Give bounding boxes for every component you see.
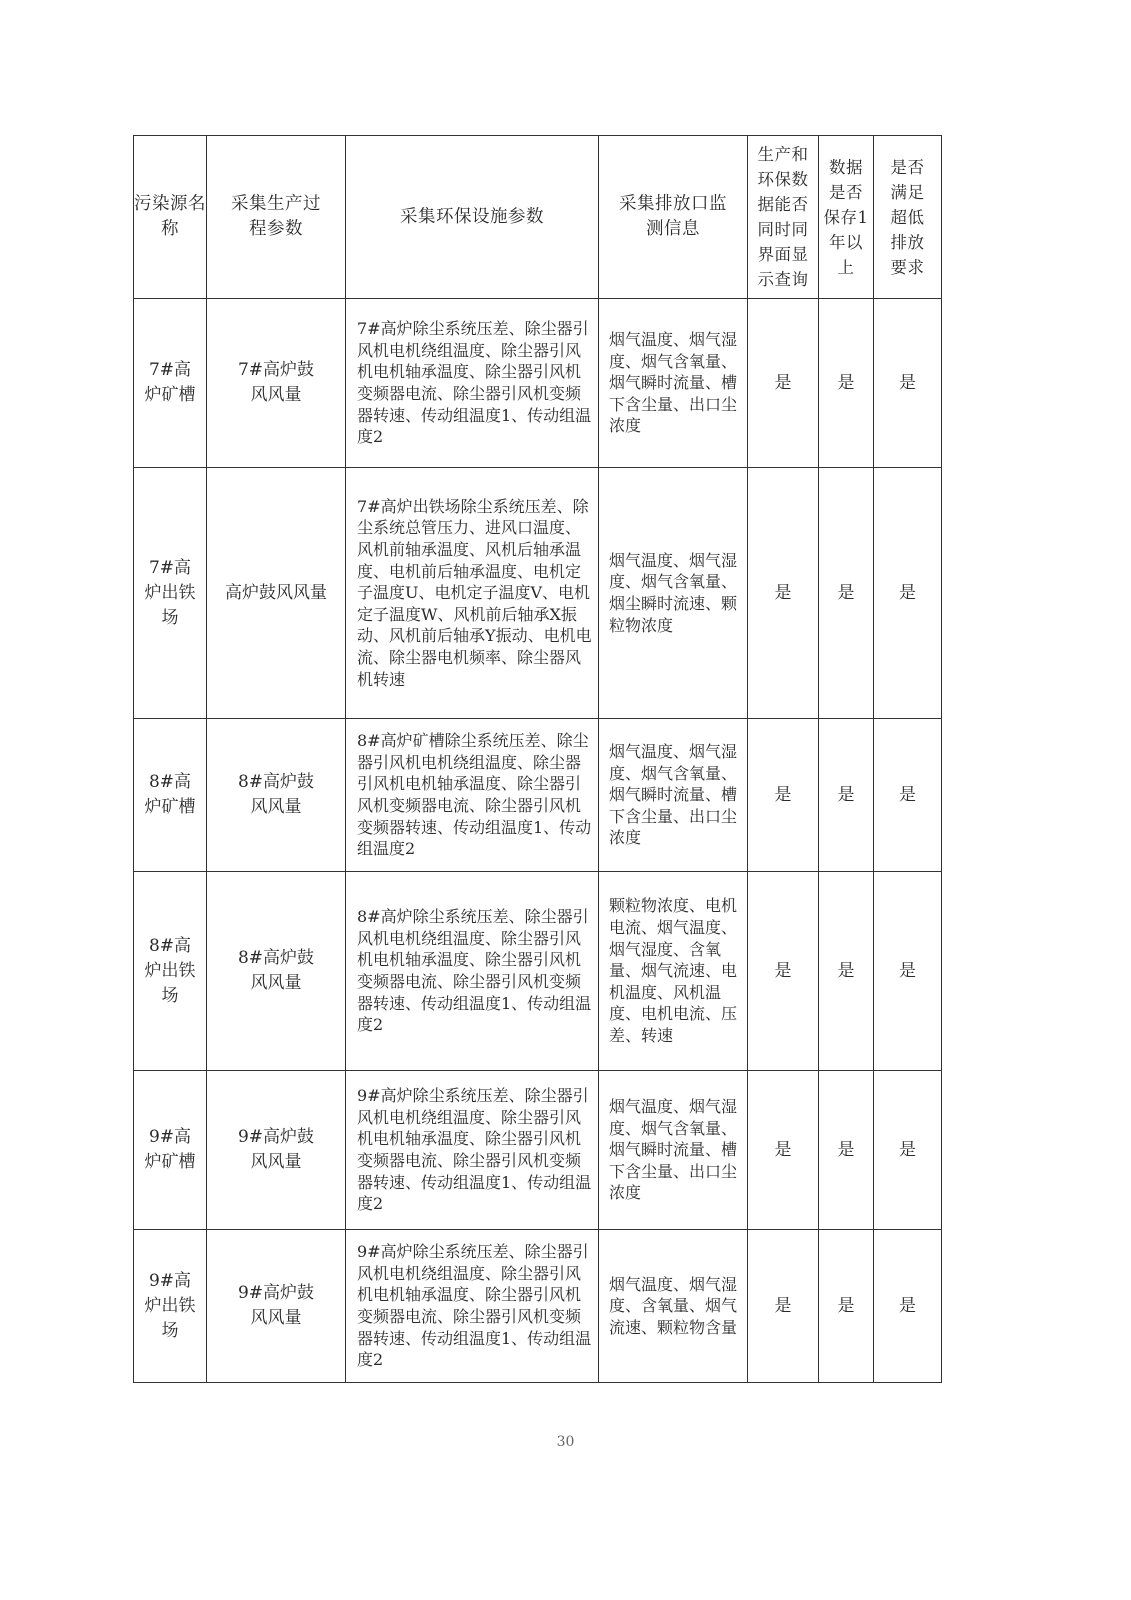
header-row	[134, 136, 942, 299]
env-params-cell: 7#高炉出铁场除尘系统压差、除尘系统总管压力、进风口温度、风机前轴承温度、风机后轴承温度、电机前后轴承温度、电机定子温度U、电机定子温度V、电机定子温度W、风机前后轴承X振动、风机前后轴承Y振动、电机电流、除尘器电机频率、除尘器风机转速	[346, 468, 599, 719]
source-name-cell: 9#高炉出铁场	[134, 1230, 207, 1383]
env-params-cell: 8#高炉除尘系统压差、除尘器引风机电机绕组温度、除尘器引风机电机轴承温度、除尘器引风机变频器电流、除尘器引风机变频器转速、传动组温度1、传动组温度2	[346, 872, 599, 1071]
env-params-cell: 9#高炉除尘系统压差、除尘器引风机电机绕组温度、除尘器引风机电机轴承温度、除尘器引风机变频器电流、除尘器引风机变频器转速、传动组温度1、传动组温度2	[346, 1230, 599, 1383]
header-data-saved-1yr: 数据是否保存1年以上	[819, 136, 874, 299]
production-params-cell: 9#高炉鼓风风量	[207, 1071, 346, 1230]
production-params-cell: 8#高炉鼓风风量	[207, 872, 346, 1071]
header-same-ui-query: 生产和环保数据能否同时同界面显示查询	[748, 136, 819, 299]
same-ui-query-cell: 是	[748, 719, 819, 872]
production-params-cell: 8#高炉鼓风风量	[207, 719, 346, 872]
data-saved-cell: 是	[819, 1071, 874, 1230]
same-ui-query-cell: 是	[748, 299, 819, 468]
ultra-low-cell: 是	[874, 719, 942, 872]
monitoring-parameters-table	[133, 135, 942, 1383]
header-production-params: 采集生产过程参数	[207, 136, 346, 299]
data-saved-cell: 是	[819, 872, 874, 1071]
source-name-cell: 8#高炉矿槽	[134, 719, 207, 872]
table-header	[134, 136, 942, 299]
ultra-low-cell: 是	[874, 299, 942, 468]
table-body	[134, 299, 942, 1383]
table-row	[134, 468, 942, 719]
table-row	[134, 719, 942, 872]
data-saved-cell: 是	[819, 1230, 874, 1383]
outlet-monitoring-cell: 烟气温度、烟气湿度、含氧量、烟气流速、颗粒物含量	[599, 1230, 748, 1383]
table-row	[134, 1230, 942, 1383]
page-number: 30	[556, 1434, 575, 1450]
source-name-cell: 8#高炉出铁场	[134, 872, 207, 1071]
header-source-name: 污染源名称	[134, 136, 207, 299]
env-params-cell: 7#高炉除尘系统压差、除尘器引风机电机绕组温度、除尘器引风机电机轴承温度、除尘器引风机变频器电流、除尘器引风机变频器转速、传动组温度1、传动组温度2	[346, 299, 599, 468]
production-params-cell: 9#高炉鼓风风量	[207, 1230, 346, 1383]
ultra-low-cell: 是	[874, 1071, 942, 1230]
data-saved-cell: 是	[819, 299, 874, 468]
env-params-cell: 9#高炉除尘系统压差、除尘器引风机电机绕组温度、除尘器引风机电机轴承温度、除尘器引风机变频器电流、除尘器引风机变频器转速、传动组温度1、传动组温度2	[346, 1071, 599, 1230]
outlet-monitoring-cell: 烟气温度、烟气湿度、烟气含氧量、烟气瞬时流量、槽下含尘量、出口尘浓度	[599, 1071, 748, 1230]
outlet-monitoring-cell: 烟气温度、烟气湿度、烟气含氧量、烟尘瞬时流速、颗粒物浓度	[599, 468, 748, 719]
same-ui-query-cell: 是	[748, 1071, 819, 1230]
ultra-low-cell: 是	[874, 872, 942, 1071]
header-env-facility-params: 采集环保设施参数	[346, 136, 599, 299]
outlet-monitoring-cell: 烟气温度、烟气湿度、烟气含氧量、烟气瞬时流量、槽下含尘量、出口尘浓度	[599, 299, 748, 468]
data-saved-cell: 是	[819, 719, 874, 872]
source-name-cell: 7#高炉出铁场	[134, 468, 207, 719]
production-params-cell: 高炉鼓风风量	[207, 468, 346, 719]
outlet-monitoring-cell: 颗粒物浓度、电机电流、烟气温度、烟气湿度、含氧量、烟气流速、电机温度、风机温度、电机电流、压差、转速	[599, 872, 748, 1071]
source-name-cell: 9#高炉矿槽	[134, 1071, 207, 1230]
same-ui-query-cell: 是	[748, 1230, 819, 1383]
same-ui-query-cell: 是	[748, 468, 819, 719]
same-ui-query-cell: 是	[748, 872, 819, 1071]
ultra-low-cell: 是	[874, 1230, 942, 1383]
header-ultra-low-emission: 是否满足超低排放要求	[874, 136, 942, 299]
source-name-cell: 7#高炉矿槽	[134, 299, 207, 468]
env-params-cell: 8#高炉矿槽除尘系统压差、除尘器引风机电机绕组温度、除尘器引风机电机轴承温度、除尘器引风机变频器电流、除尘器引风机变频器转速、传动组温度1、传动组温度2	[346, 719, 599, 872]
outlet-monitoring-cell: 烟气温度、烟气湿度、烟气含氧量、烟气瞬时流量、槽下含尘量、出口尘浓度	[599, 719, 748, 872]
table-row	[134, 1071, 942, 1230]
header-outlet-monitoring: 采集排放口监测信息	[599, 136, 748, 299]
table-row	[134, 299, 942, 468]
table-row	[134, 872, 942, 1071]
data-saved-cell: 是	[819, 468, 874, 719]
ultra-low-cell: 是	[874, 468, 942, 719]
production-params-cell: 7#高炉鼓风风量	[207, 299, 346, 468]
